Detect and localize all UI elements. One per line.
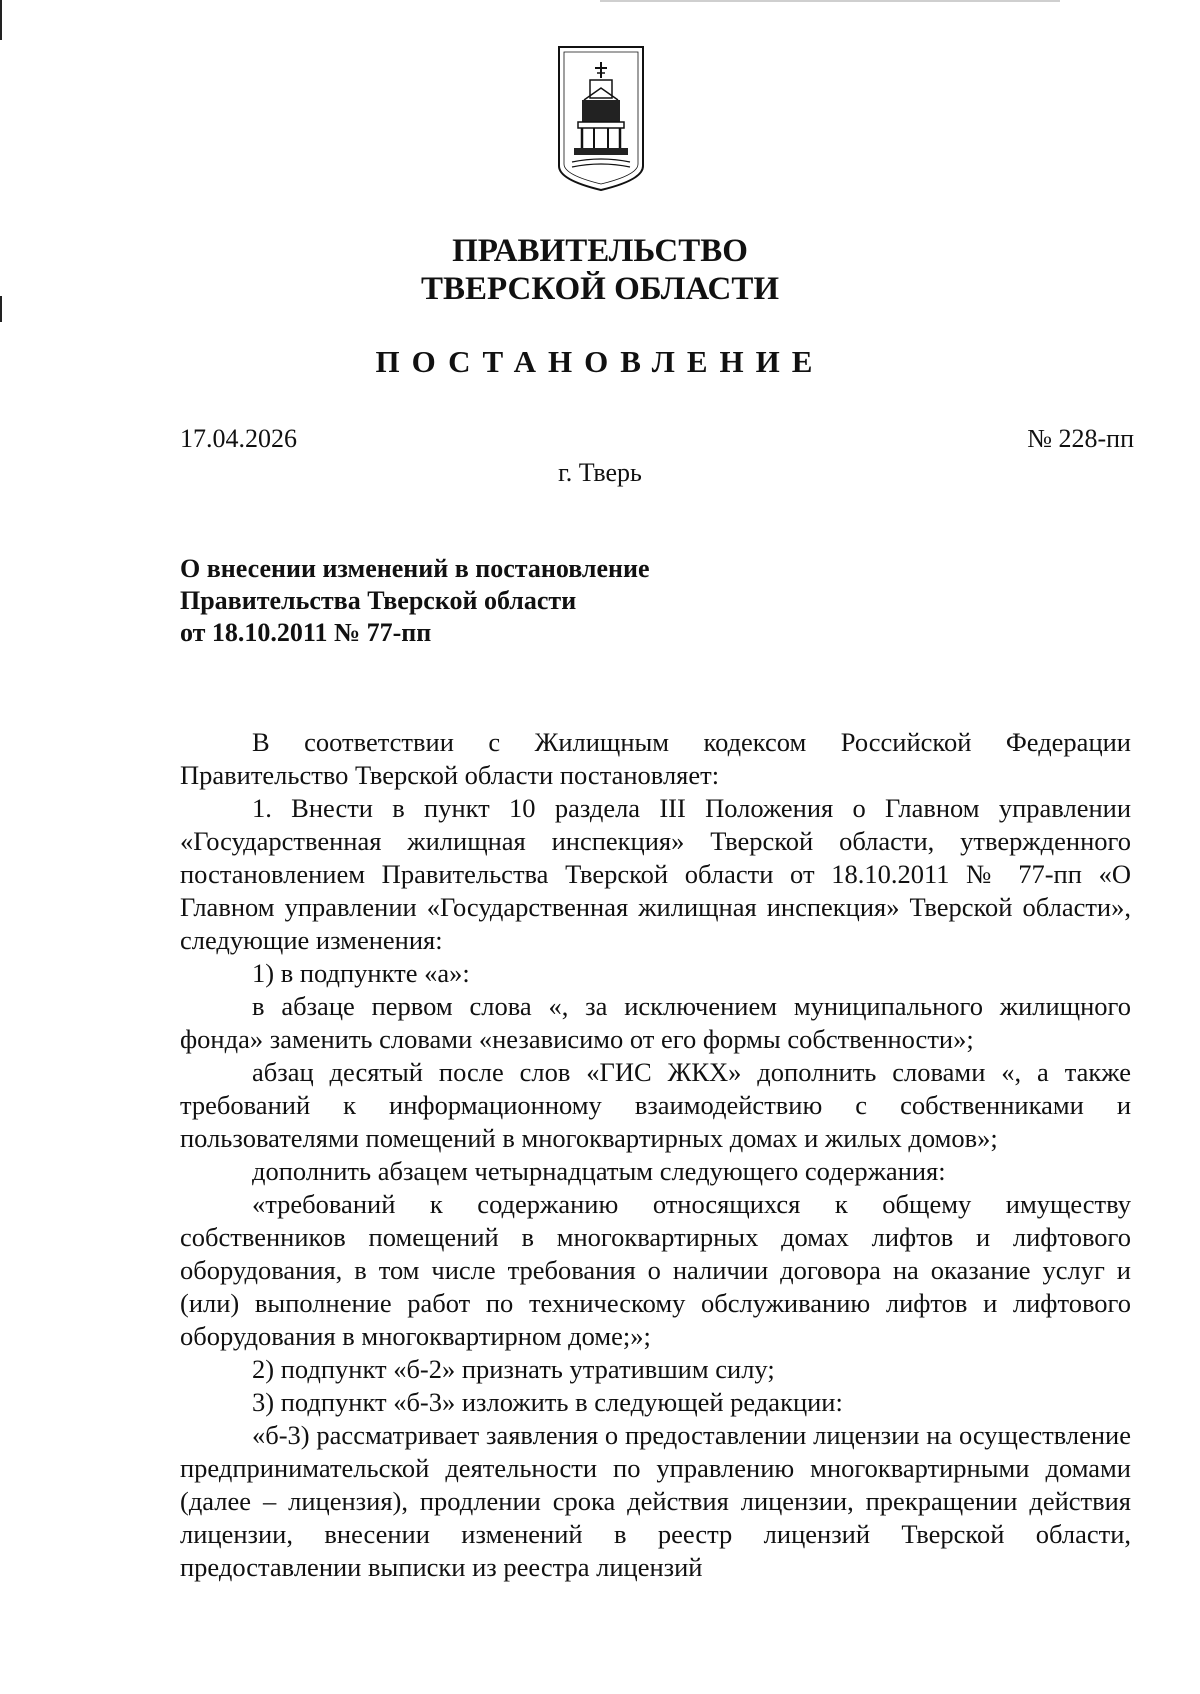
body-paragraph: абзац десятый после слов «ГИС ЖКХ» дополнить словами «, а также требований к информационному взаимодействию с собственниками и пользователями помещений в многоквартирных домах и жилых домов»;	[180, 1057, 1131, 1153]
body-paragraph: В соответствии с Жилищным кодексом Российской Федерации Правительство Тверской области постановляет:	[180, 727, 1131, 790]
document-city: г. Тверь	[558, 458, 642, 487]
title-line-3: от 18.10.2011 № 77-пп	[180, 618, 432, 647]
body-paragraph: «требований к содержанию относящихся к общему имуществу собственников помещений в многоквартирных домах лифтов и лифтового оборудования, в том числе требования о наличии договора на оказание услуг и (или) выполнение работ по техническому обслуживанию лифтов и лифтового оборудования в многоквартирном доме;»;	[180, 1189, 1131, 1351]
body-paragraph: в абзаце первом слова «, за исключением муниципального жилищного фонда» заменить словами «независимо от его формы собственности»;	[180, 991, 1131, 1054]
body-paragraph: «б-3) рассматривает заявления о предоставлении лицензии на осуществление предпринимательской деятельности по управлению многоквартирными домами (далее – лицензия), продлении срока действия лицензии, прекращении действия лицензии, внесении изменений в реестр лицензий Тверской области, предоставлении выписки из реестра лицензий	[180, 1420, 1131, 1582]
body-paragraph: 1. Внести в пункт 10 раздела III Положения о Главном управлении «Государственная жилищная инспекция» Тверской области, утвержденного постановлением Правительства Тверской области от 18.10.2011 № 77-пп «О Главном управлении «Государственная жилищная инспекция» Тверской области», следующие изменения:	[180, 793, 1131, 955]
body-paragraph: 3) подпункт «б-3» изложить в следующей редакции:	[252, 1387, 843, 1417]
body-paragraph: дополнить абзацем четырнадцатым следующего содержания:	[252, 1156, 946, 1186]
body-paragraph: 1) в подпункте «а»:	[252, 958, 470, 988]
coat-of-arms-icon	[556, 44, 646, 194]
document-body	[180, 726, 1131, 1584]
document-number: № 228-пп	[1027, 424, 1134, 453]
document-title	[180, 553, 650, 649]
document-type: ПОСТАНОВЛЕНИЕ	[375, 344, 825, 379]
title-line-1: О внесении изменений в постановление	[180, 554, 650, 583]
title-line-2: Правительства Тверской области	[180, 586, 577, 615]
organization-line-2: ТВЕРСКОЙ ОБЛАСТИ	[420, 271, 780, 307]
organization-name	[0, 232, 1200, 308]
document-date: 17.04.2026	[180, 424, 297, 453]
scan-edge-mark	[0, 0, 2, 40]
organization-line-1: ПРАВИТЕЛЬСТВО	[452, 233, 748, 269]
scan-edge-line	[600, 0, 1060, 2]
body-paragraph: 2) подпункт «б-2» признать утратившим силу;	[252, 1354, 775, 1384]
